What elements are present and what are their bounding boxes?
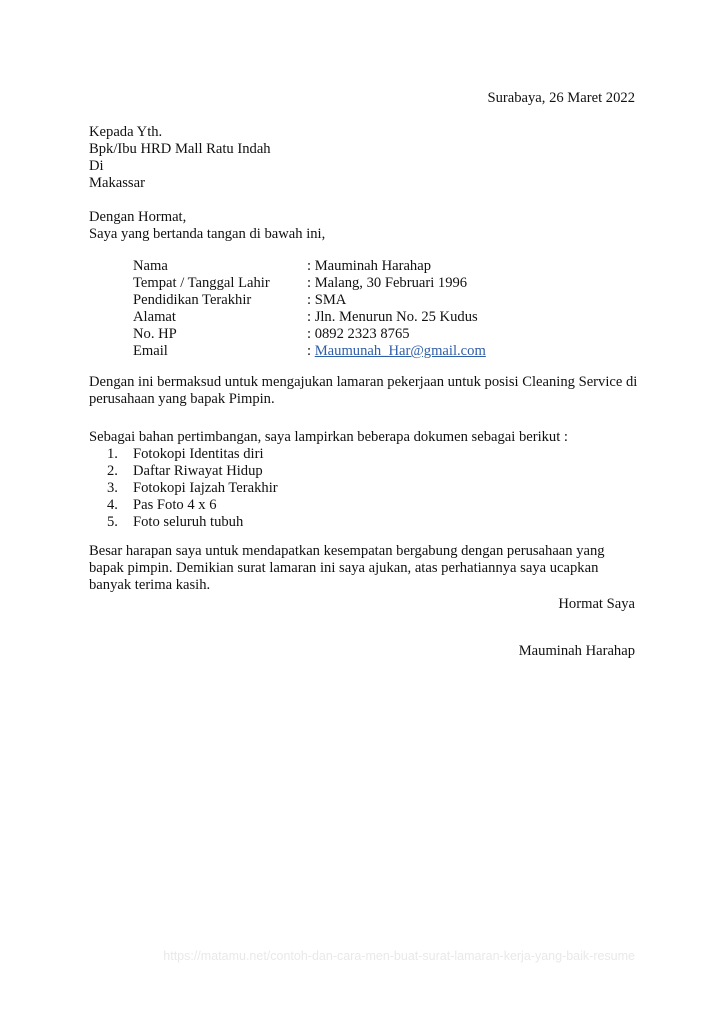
detail-value: : Malang, 30 Februari 1996 <box>307 275 468 291</box>
signature-name: Mauminah Harahap <box>518 643 635 659</box>
detail-value: : SMA <box>307 292 347 308</box>
detail-value: : 0892 2323 8765 <box>307 326 410 342</box>
list-number: 1. <box>107 446 118 462</box>
recipient-salutation: Kepada Yth. <box>89 124 163 140</box>
detail-value: : Mauminah Harahap <box>307 258 432 274</box>
email-link[interactable]: Maumunah_Har@gmail.com <box>314 343 486 359</box>
list-text: Fotokopi Identitas diri <box>133 446 264 462</box>
email-prefix: : <box>307 343 315 359</box>
detail-value: : Jln. Menurun No. 25 Kudus <box>307 309 478 325</box>
list-item <box>107 497 278 514</box>
closing-paragraph: Besar harapan saya untuk mendapatkan kesempatan bergabung dengan perusahaan yang bapak pimpin. Demikian surat lamaran ini saya ajukan, atas perhatiannya saya ucapkan banyak terima kasih. <box>89 543 605 593</box>
greeting: Dengan Hormat, <box>89 209 187 225</box>
list-text: Fotokopi Iajzah Terakhir <box>133 480 278 496</box>
recipient-city: Makassar <box>89 175 145 191</box>
list-item <box>107 514 278 531</box>
detail-row-phone <box>133 326 486 343</box>
intro-line: Saya yang bertanda tangan di bawah ini, <box>89 226 326 242</box>
detail-label: No. HP <box>133 326 177 342</box>
detail-label: Tempat / Tanggal Lahir <box>133 275 270 291</box>
closing-salutation: Hormat Saya <box>558 596 635 612</box>
application-paragraph: Dengan ini bermaksud untuk mengajukan lamaran pekerjaan untuk posisi Cleaning Service di perusahaan yang bapak Pimpin. <box>89 374 638 407</box>
detail-label: Nama <box>133 258 168 274</box>
list-item <box>107 446 278 463</box>
list-number: 4. <box>107 497 118 513</box>
list-number: 2. <box>107 463 118 479</box>
attachments-list <box>107 446 278 531</box>
detail-row-address <box>133 309 486 326</box>
list-text: Pas Foto 4 x 6 <box>133 497 217 513</box>
letter-date: Surabaya, 26 Maret 2022 <box>487 90 635 106</box>
detail-label: Email <box>133 343 168 359</box>
detail-label: Alamat <box>133 309 176 325</box>
detail-row-email <box>133 343 486 360</box>
recipient-preposition: Di <box>89 158 104 174</box>
list-item <box>107 480 278 497</box>
watermark-url: https://matamu.net/contoh-dan-cara-men-buat-surat-lamaran-kerja-yang-baik-resume <box>163 949 635 963</box>
list-number: 3. <box>107 480 118 496</box>
applicant-details <box>133 258 486 360</box>
attachments-intro: Sebagai bahan pertimbangan, saya lampirkan beberapa dokumen sebagai berikut : <box>89 429 568 445</box>
detail-label: Pendidikan Terakhir <box>133 292 252 308</box>
list-number: 5. <box>107 514 118 530</box>
detail-value <box>307 343 486 360</box>
list-text: Daftar Riwayat Hidup <box>133 463 263 479</box>
detail-row-name <box>133 258 486 275</box>
detail-row-birth <box>133 275 486 292</box>
detail-row-education <box>133 292 486 309</box>
list-item <box>107 463 278 480</box>
list-text: Foto seluruh tubuh <box>133 514 244 530</box>
recipient-block <box>89 124 271 192</box>
recipient-name: Bpk/Ibu HRD Mall Ratu Indah <box>89 141 271 157</box>
